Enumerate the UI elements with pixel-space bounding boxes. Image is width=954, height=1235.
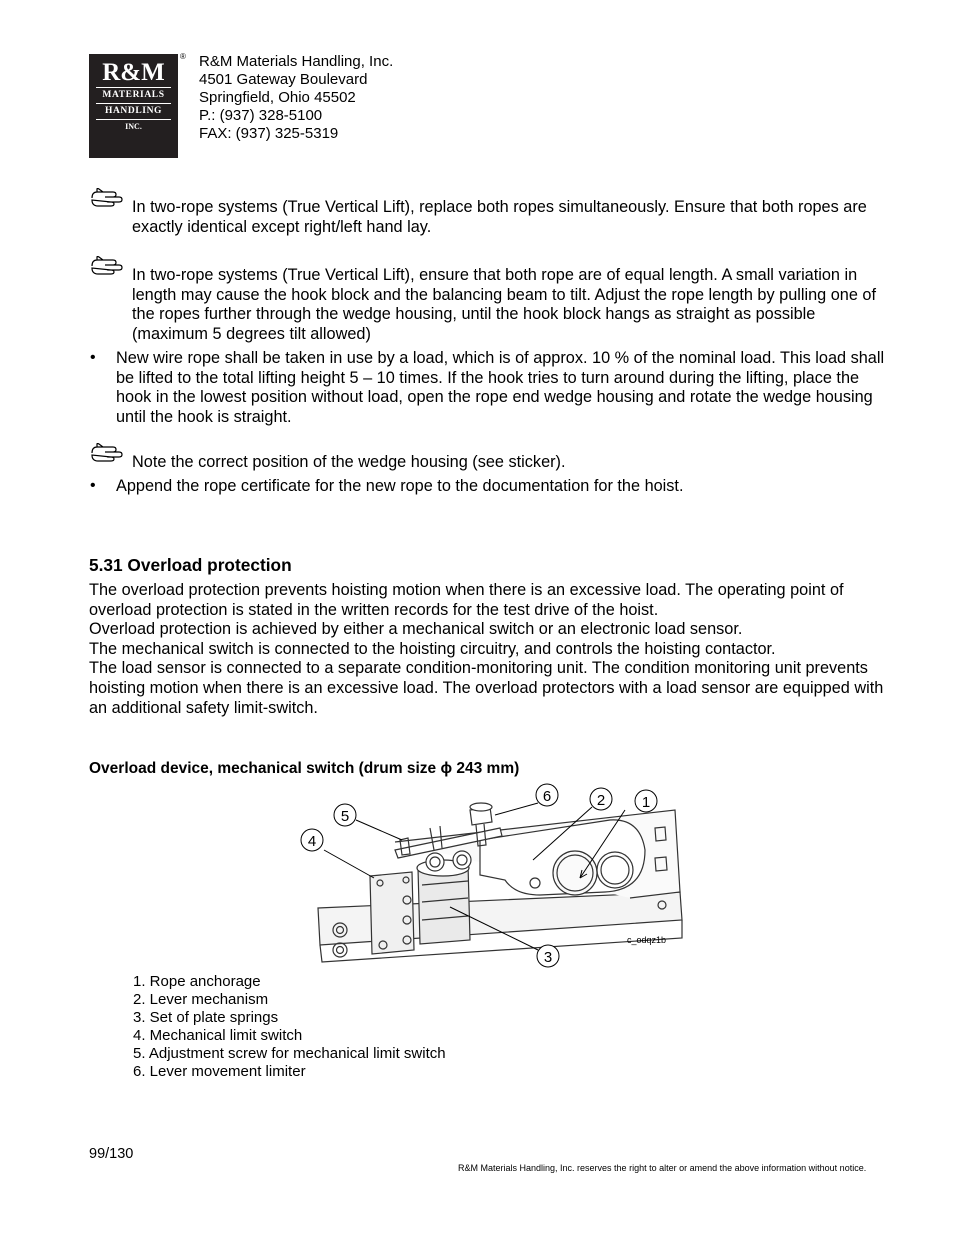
bullet-item-1: New wire rope shall be taken in use by a load, which is of approx. 10 % of the nominal load. This load shall be lifted to the total lifting height 5 – 10 times. If the hook tries to turn around during the lifting, place the hook in the lowest position without load, open the rope end wedge housing and rotate the wedge housing until the hook is straight. <box>116 349 885 426</box>
section-body <box>89 581 894 718</box>
address-company: R&M Materials Handling, Inc. <box>199 53 394 70</box>
logo-line1: MATERIALS <box>102 90 165 100</box>
callout-5: 5 <box>340 808 350 825</box>
address-phone: P.: (937) 328-5100 <box>199 107 323 124</box>
note-2: In two-rope systems (True Vertical Lift), ensure that both rope are of equal length. A small variation in length may cause the hook block and the balancing beam to tilt. Adjust the rope length by pulling one of the ropes further through the wedge housing, until the hook block hangs as straight as possible (maximum 5 degrees tilt allowed) <box>132 266 877 343</box>
paragraph: The mechanical switch is connected to the hoisting circuitry, and controls the hoisting contactor. <box>89 639 776 658</box>
company-address <box>199 53 393 143</box>
legend-item: 5. Adjustment screw for mechanical limit switch <box>133 1045 446 1062</box>
address-city: Springfield, Ohio 45502 <box>199 89 356 106</box>
image-code: c_odqz1b <box>627 935 667 945</box>
logo-line2: HANDLING <box>104 106 163 116</box>
figure-legend <box>133 973 446 1081</box>
address-street: 4501 Gateway Boulevard <box>199 71 368 88</box>
bullet: • <box>90 349 96 366</box>
legend-item: 1. Rope anchorage <box>133 973 261 990</box>
legend-item: 2. Lever mechanism <box>133 991 269 1008</box>
legend-item: 3. Set of plate springs <box>133 1009 279 1026</box>
bullet-item-2: Append the rope certificate for the new rope to the documentation for the hoist. <box>116 477 684 495</box>
callout-2: 2 <box>596 792 606 809</box>
pointing-hand-icon <box>89 256 133 281</box>
logo-line3: INC. <box>125 122 142 131</box>
callout-3: 3 <box>543 949 553 966</box>
paragraph: Overload protection is achieved by either a mechanical switch or an electronic load sensor. <box>89 620 743 639</box>
footer-disclaimer: R&M Materials Handling, Inc. reserves the right to alter or amend the above information without notice. <box>458 1163 867 1173</box>
overload-device-diagram <box>290 780 700 970</box>
note-1: In two-rope systems (True Vertical Lift), replace both ropes simultaneously. Ensure that both ropes are exactly identical except right/left hand lay. <box>132 198 867 236</box>
paragraph: The overload protection prevents hoisting motion when there is an excessive load. The operating point of overload protection is stated in the written records for the test drive of the hoist. <box>89 581 844 619</box>
callout-4: 4 <box>307 833 317 850</box>
bullet: • <box>90 477 96 494</box>
callout-6: 6 <box>542 788 552 805</box>
address-fax: FAX: (937) 325-5319 <box>199 125 339 142</box>
legend-item: 6. Lever movement limiter <box>133 1063 306 1080</box>
section-heading: 5.31 Overload protection <box>89 555 292 575</box>
company-logo <box>89 54 178 158</box>
callout-1: 1 <box>641 794 651 811</box>
note-3: Note the correct position of the wedge housing (see sticker). <box>132 453 566 471</box>
page-number: 99/130 <box>89 1146 134 1162</box>
pointing-hand-icon <box>89 443 133 468</box>
pointing-hand-icon <box>89 188 133 213</box>
registered-mark: ® <box>180 52 186 61</box>
figure-title: Overload device, mechanical switch (drum size ϕ 243 mm) <box>89 760 520 777</box>
paragraph: The load sensor is connected to a separate condition-monitoring unit. The condition monitoring unit prevents hoisting motion when there is an excessive load. The overload protectors with a load sensor are equipped with an additional safety limit-switch. <box>89 659 884 717</box>
legend-item: 4. Mechanical limit switch <box>133 1027 303 1044</box>
logo-main-text: R&M <box>102 59 165 86</box>
